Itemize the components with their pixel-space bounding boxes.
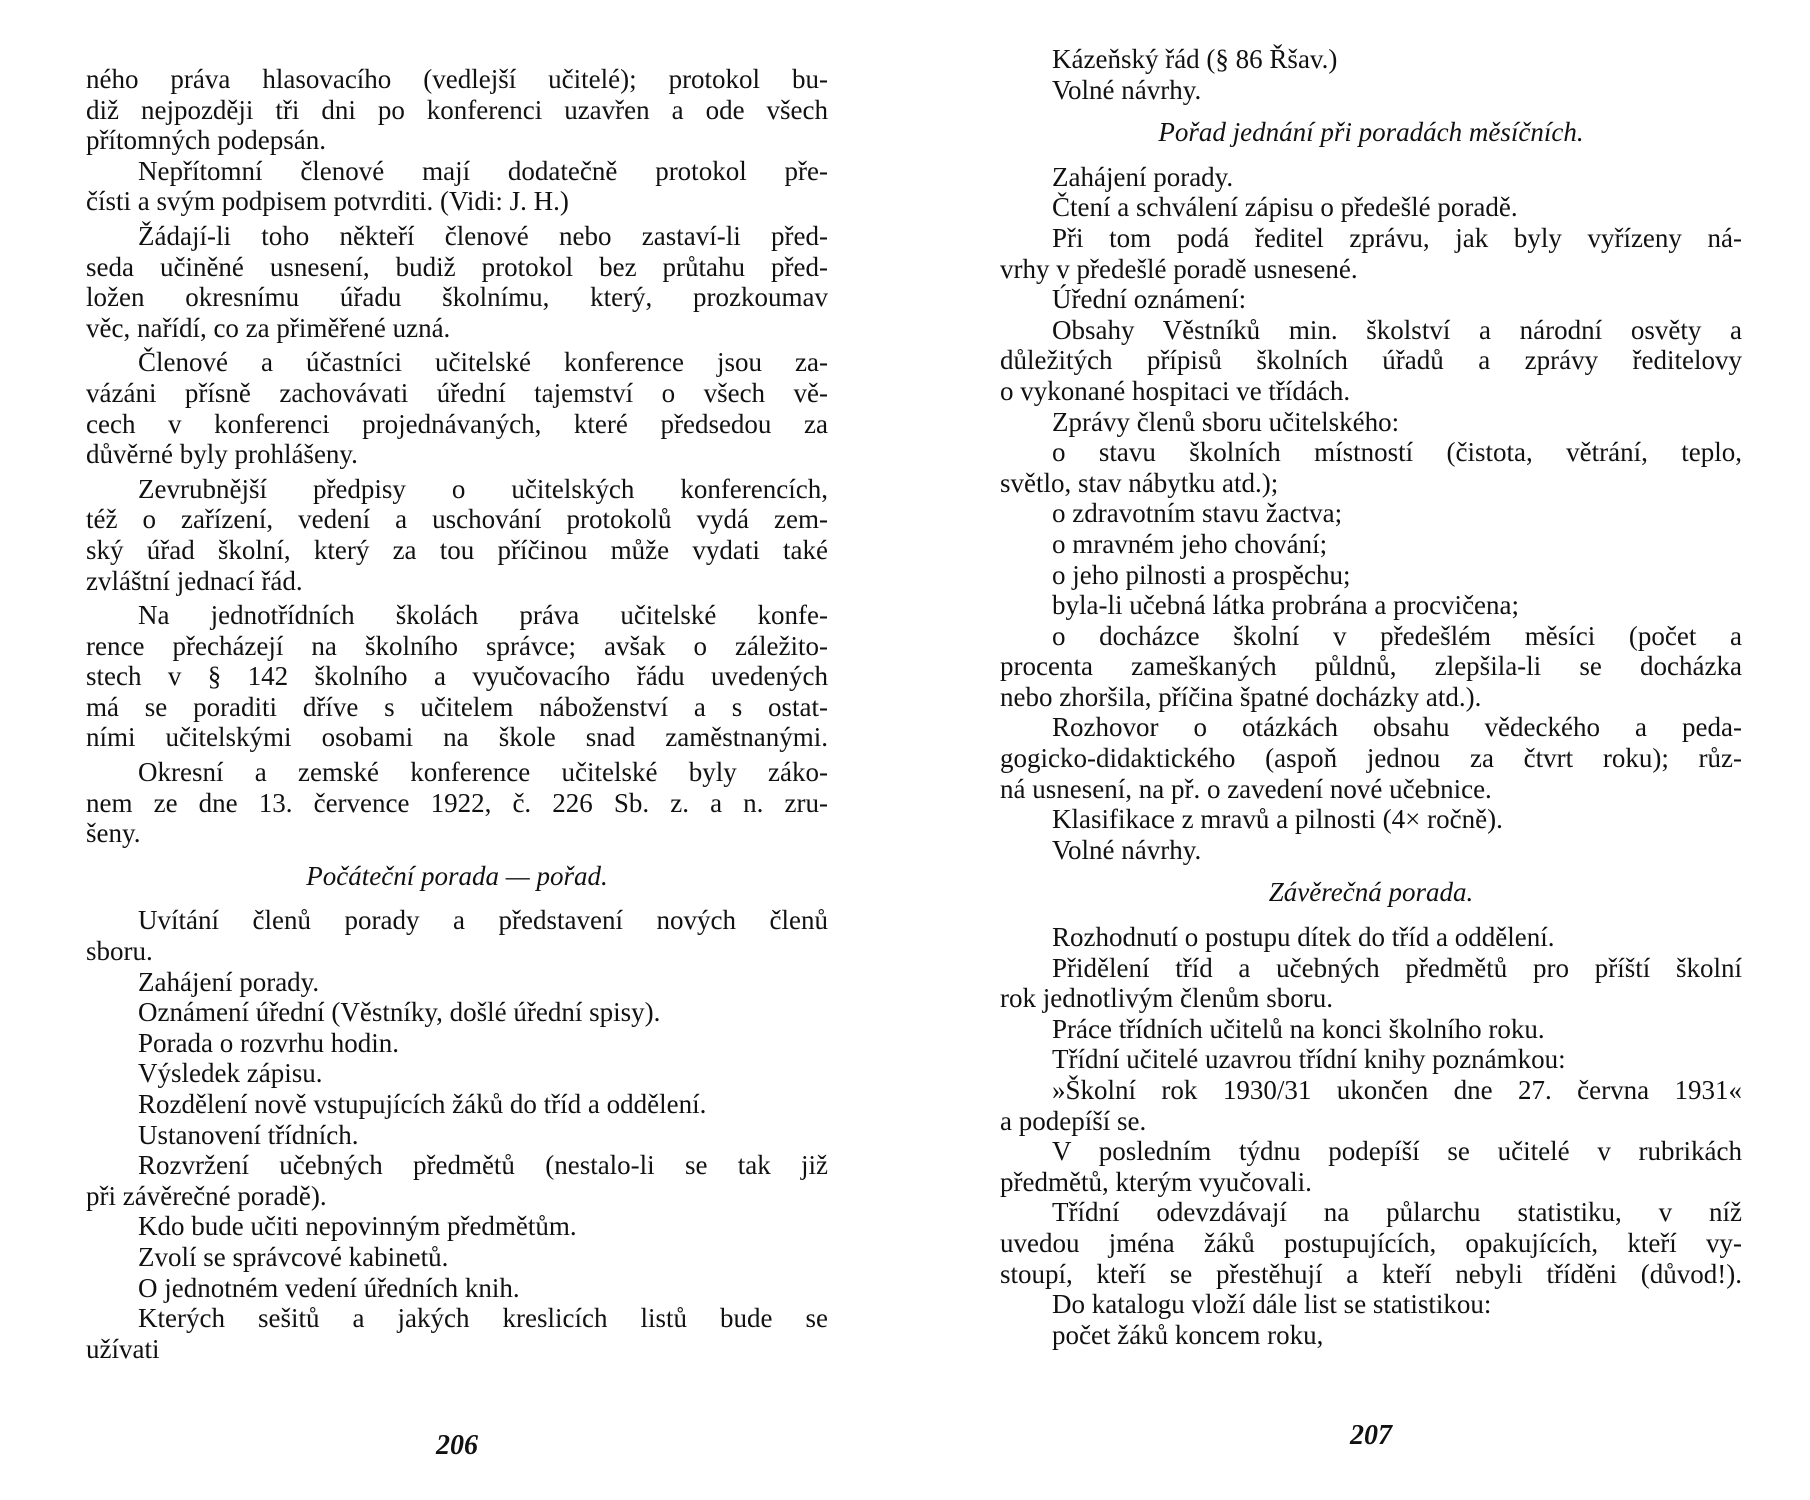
text-line: Žádají-li toho někteří členové nebo zastaví-li před- — [138, 220, 828, 251]
agenda-line: Rozdělení nově vstupujících žáků do tříd a oddělení. — [138, 1089, 707, 1119]
agenda-line: Čtení a schválení zápisu o předešlé poradě. — [1052, 192, 1518, 223]
agenda-line: Rozhodnutí o postupu dítek do tříd a oddělení. — [1052, 922, 1555, 953]
text-line: přítomných podepsán. — [86, 125, 326, 156]
page-number: 207 — [1350, 1420, 1392, 1451]
agenda-line: sboru. — [86, 936, 153, 967]
agenda-line: při závěrečné poradě). — [86, 1180, 327, 1211]
agenda-line: o jeho pilnosti a prospěchu; — [1052, 559, 1351, 590]
agenda-line: stoupí, kteří se přestěhují a kteří nebyli tříděni (důvod!). — [1000, 1258, 1742, 1289]
text-line: diž nejpozději tři dni po konferenci uzavřen a ode všech — [86, 94, 828, 125]
page-number: 206 — [436, 1430, 478, 1461]
agenda-line: Přidělení tříd a učebných předmětů pro příští školní — [1052, 952, 1742, 983]
section-heading: Pořad jednání při poradách měsíčních. — [1158, 117, 1584, 148]
agenda-line: Při tom podá ředitel zprávu, jak byly vyřízeny ná- — [1052, 222, 1742, 253]
section-heading: Počáteční porada — pořad. — [306, 860, 608, 891]
agenda-line: Třídní odevzdávají na půlarchu statistiku, v níž — [1052, 1197, 1742, 1228]
agenda-line: V posledním týdnu podepíší se učitelé v rubrikách — [1052, 1136, 1742, 1167]
text-line: ložen okresnímu úřadu školnímu, který, prozkoumav — [86, 282, 828, 313]
agenda-line: Ustanovení třídních. — [138, 1119, 359, 1150]
agenda-line: gogicko-didaktického (aspoň jednou za čtvrt roku); růz- — [1000, 743, 1742, 774]
agenda-line: o vykonané hospitaci ve třídách. — [1000, 375, 1351, 406]
text-line: Kázeňský řád (§ 86 Řšav.) — [1052, 44, 1338, 74]
agenda-line: Uvítání členů porady a představení nových členů — [138, 905, 828, 936]
agenda-line: důležitých přípisů školních úřadů a zprávy ředitelovy — [1000, 345, 1742, 376]
text-line: též o zařízení, vedení a uschování protokolů vydá zem- — [86, 504, 828, 535]
agenda-line: Kdo bude učiti nepovinným předmětům. — [138, 1211, 577, 1242]
agenda-line: Zahájení porady. — [138, 966, 320, 997]
text-line: seda učiněné usnesení, budiž protokol bez průtahu před- — [86, 251, 828, 282]
agenda-line: rok jednotlivým členům sboru. — [1000, 983, 1333, 1014]
agenda-line: Zvolí se správcové kabinetů. — [138, 1241, 449, 1272]
text-line: čísti a svým podpisem potvrditi. (Vidi: J. H.) — [86, 186, 569, 217]
text-line: stech v § 142 školního a vyučovacího řádu uvedených — [86, 661, 828, 692]
text-line: ský úřad školní, který za tou příčinou může vydati také — [86, 534, 828, 565]
text-line: zvláštní jednací řád. — [86, 565, 303, 596]
agenda-line: Kterých sešitů a jakých kreslicích listů bude se — [138, 1303, 828, 1334]
text-line: vázáni přísně zachovávati úřední tajemství o všech vě- — [86, 377, 828, 408]
agenda-line: Oznámení úřední (Věstníky, došlé úřední spisy). — [138, 997, 661, 1028]
left-page-text — [86, 64, 828, 1364]
text-line: ného práva hlasovacího (vedlejší učitelé); protokol bu- — [86, 64, 828, 94]
text-line: šeny. — [86, 818, 141, 849]
agenda-line: Třídní učitelé uzavrou třídní knihy poznámkou: — [1052, 1044, 1566, 1075]
text-line: rence přecházejí na školního správce; avšak o záležito- — [86, 630, 828, 661]
agenda-line: Výsledek zápisu. — [138, 1058, 323, 1089]
agenda-line: o stavu školních místností (čistota, větrání, teplo, — [1052, 437, 1742, 468]
text-line: ními učitelskými osobami na škole snad zaměstnanými. — [86, 722, 828, 753]
agenda-line: Rozvržení učebných předmětů (nestalo-li se tak již — [138, 1150, 828, 1181]
agenda-line: vrhy v předešlé poradě usnesené. — [1000, 253, 1358, 284]
agenda-line: předmětů, kterým vyučovali. — [1000, 1166, 1312, 1197]
agenda-line: O jednotném vedení úředních knih. — [138, 1272, 520, 1303]
agenda-line: o mravném jeho chování; — [1052, 528, 1328, 559]
agenda-line: Práce třídních učitelů na konci školního roku. — [1052, 1013, 1545, 1044]
agenda-line: Do katalogu vloží dále list se statistikou: — [1052, 1289, 1492, 1320]
text-line: má se poraditi dříve s učitelem náboženství a s ostat- — [86, 691, 828, 722]
agenda-line: Porada o rozvrhu hodin. — [138, 1027, 399, 1058]
text-line: Volné návrhy. — [1052, 74, 1202, 105]
agenda-line: nebo zhoršila, příčina špatné docházky atd.). — [1000, 681, 1482, 712]
agenda-line: Klasifikace z mravů a pilnosti (4× ročně). — [1052, 804, 1503, 835]
agenda-line: Volné návrhy. — [1052, 834, 1202, 865]
agenda-line: procenta zameškaných půldnů, zlepšila-li se docházka — [1000, 651, 1742, 682]
agenda-line: počet žáků koncem roku, — [1052, 1319, 1324, 1350]
text-line: Na jednotřídních školách práva učitelské konfe- — [138, 600, 828, 631]
text-line: Členové a účastníci učitelské konference jsou za- — [138, 347, 828, 378]
agenda-line: o docházce školní v předešlém měsíci (počet a — [1052, 620, 1742, 651]
agenda-line: Úřední oznámení: — [1052, 284, 1247, 315]
text-line: věc, nařídí, co za přiměřené uzná. — [86, 312, 451, 343]
agenda-line: Zprávy členů sboru učitelského: — [1052, 406, 1400, 437]
agenda-line: o zdravotním stavu žactva; — [1052, 498, 1343, 529]
agenda-line: byla-li učebná látka probrána a procvičena; — [1052, 590, 1520, 621]
right-page-text — [1000, 44, 1742, 1350]
text-line: Zevrubnější předpisy o učitelských konferencích, — [138, 473, 828, 504]
text-line: nem ze dne 13. července 1922, č. 226 Sb. z. a n. zru- — [86, 787, 828, 818]
agenda-line: »Školní rok 1930/31 ukončen dne 27. června 1931« — [1052, 1075, 1742, 1105]
text-line: cech v konferenci projednávaných, které předsedou za — [86, 408, 828, 439]
agenda-line: užívati — [86, 1333, 160, 1364]
agenda-line: Obsahy Věstníků min. školství a národní osvěty a — [1052, 314, 1742, 345]
text-line: důvěrné byly prohlášeny. — [86, 439, 358, 470]
agenda-line: ná usnesení, na př. o zavedení nové učebnice. — [1000, 773, 1492, 804]
agenda-line: světlo, stav nábytku atd.); — [1000, 467, 1279, 498]
agenda-line: Zahájení porady. — [1052, 161, 1234, 192]
agenda-line: Rozhovor o otázkách obsahu vědeckého a peda- — [1052, 712, 1742, 743]
agenda-line: a podepíší se. — [1000, 1105, 1147, 1136]
section-heading: Závěrečná porada. — [1268, 877, 1474, 908]
agenda-line: uvedou jména žáků postupujících, opakujících, kteří vy- — [1000, 1227, 1742, 1258]
text-line: Nepřítomní členové mají dodatečně protokol pře- — [138, 155, 828, 186]
text-line: Okresní a zemské konference učitelské byly záko- — [138, 757, 828, 788]
